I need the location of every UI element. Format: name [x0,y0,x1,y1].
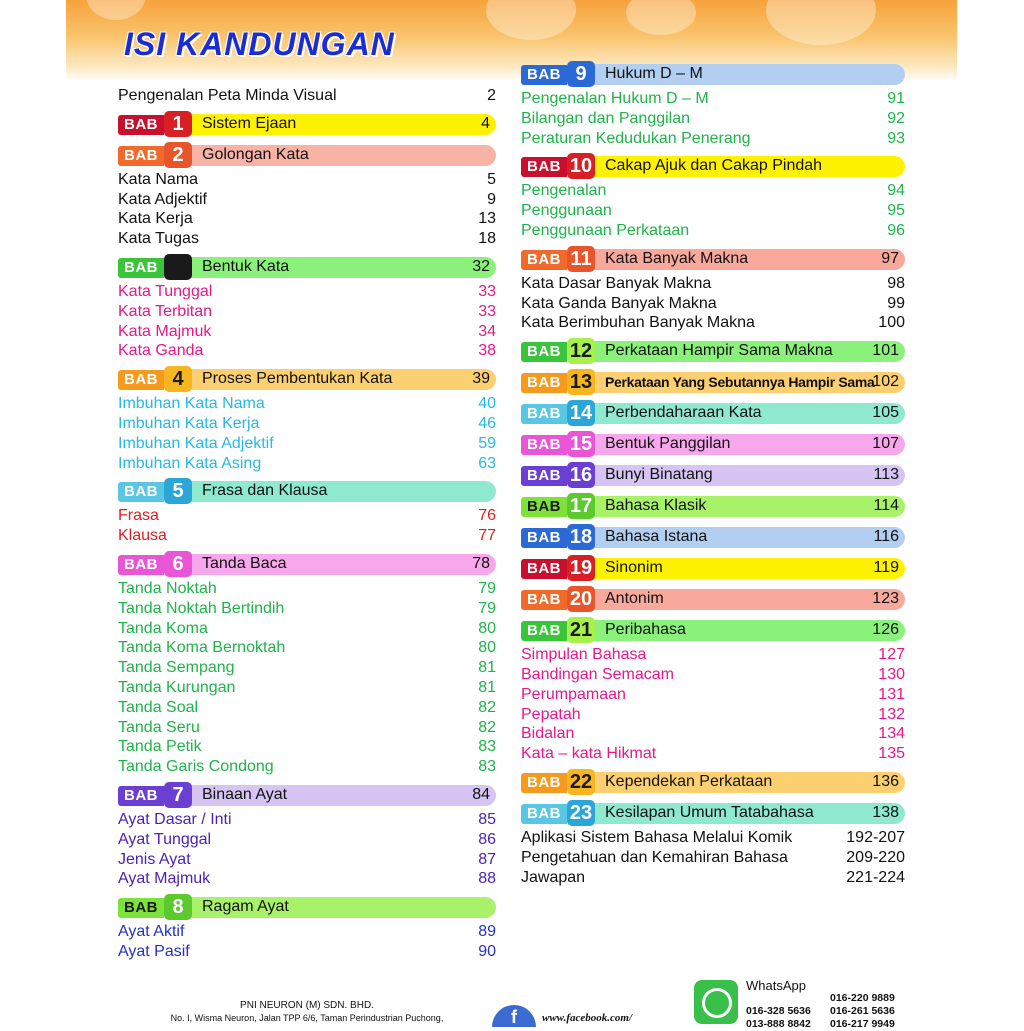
entry-title: Tanda Garis Condong [118,758,274,776]
chapter-badge [521,246,595,272]
phone-number: 016-261 5636 [830,1005,895,1017]
chapter-title: Bunyi Binatang [605,466,713,484]
toc-entry [521,89,905,109]
toc-entry [118,282,496,302]
chapter-title: Kata Banyak Makna [605,249,749,267]
chapter-header [521,61,905,87]
chapter-page: 102 [872,373,899,391]
chapter-badge [118,551,192,577]
toc-column-left [118,86,496,962]
chapter-title: Hukum D – M [605,65,703,82]
entry-title: Imbuhan Kata Adjektif [118,434,274,452]
chapter-title: Ragam Ayat [202,898,289,916]
entry-page: 100 [878,314,905,332]
chapter-title: Cakap Ajuk dan Cakap Pindah [605,157,823,175]
facebook-icon: f [492,1005,536,1027]
entry-title: Kata Ganda [118,342,204,360]
entry-page: 130 [878,665,905,683]
chapter-page: 78 [472,554,490,572]
chapter-title: Bentuk Panggilan [605,435,731,453]
toc-entry [118,434,496,454]
toc-entry [521,705,905,725]
chapter-page: 101 [872,342,899,360]
chapter-title: Antonim [605,590,664,608]
chapter-badge [118,111,192,137]
entry-title: Ayat Dasar / Inti [118,810,232,828]
toc-entry [118,757,496,777]
bab-label: BAB [521,250,567,270]
entry-page: 94 [887,182,905,200]
chapter-header [521,524,905,550]
entry-title: Kata Dasar Banyak Makna [521,274,712,292]
chapter-page: 119 [873,559,899,577]
toc-entry [521,848,905,868]
chapter-header [118,551,496,577]
entry-title: Peraturan Kedudukan Penerang [521,129,751,147]
chapter-page: 114 [873,497,899,515]
chapter-number: 15 [567,431,595,457]
entry-title: Ayat Aktif [118,923,185,941]
chapter-number: 13 [567,369,595,395]
toc-entry [521,294,905,314]
chapter-badge [521,61,595,87]
entry-page: 134 [878,725,905,743]
entry-page: 9 [487,190,496,208]
entry-page: 79 [478,599,496,617]
chapter-page: 4 [481,114,490,132]
phone-number: 016-220 9889 [830,992,895,1004]
entry-title: Jenis Ayat [118,850,191,868]
chapter-header [521,462,905,488]
chapter-badge [521,153,595,179]
chapter-page: 123 [872,590,899,608]
entry-page: 92 [887,109,905,127]
toc-entry [118,414,496,434]
chapter-header [521,369,905,395]
toc-entry [118,737,496,757]
toc-entry [118,869,496,889]
chapter-number: 2 [164,142,192,168]
entry-page: 40 [478,395,496,413]
entry-page: 95 [887,202,905,220]
entry-title: Klausa [118,527,167,545]
chapter-number: 11 [567,246,595,272]
entry-page: 90 [478,942,496,960]
chapter-page: 105 [872,404,899,422]
entry-page: 87 [478,850,496,868]
entry-page: 81 [478,678,496,696]
toc-entry [118,678,496,698]
toc-entry [118,718,496,738]
toc-entry [118,506,496,526]
entry-page: 77 [478,527,496,545]
entry-title: Pepatah [521,705,581,723]
toc-entry [118,394,496,414]
chapter-number: 16 [567,462,595,488]
chapter-title: Frasa dan Klausa [202,482,328,500]
toc-entry [118,579,496,599]
chapter-number: 21 [567,617,595,643]
entry-title: Kata Tugas [118,230,199,248]
toc-entry [521,685,905,705]
chapter-header [118,142,496,168]
chapter-badge [118,894,192,920]
chapter-badge [118,142,192,168]
chapter-number: 5 [164,478,192,504]
chapter-number: 23 [567,800,595,826]
bab-label: BAB [521,590,567,610]
chapter-badge [118,478,192,504]
chapter-number: 9 [567,61,595,87]
chapter-number: 18 [567,524,595,550]
chapter-header [118,366,496,392]
chapter-number: 7 [164,782,192,808]
bab-label: BAB [521,373,567,393]
entry-page: 59 [478,434,496,452]
entry-title: Frasa [118,507,159,525]
toc-entry [521,744,905,764]
bab-label: BAB [521,404,567,424]
toc-entry [521,665,905,685]
entry-page: 83 [478,738,496,756]
chapter-header [521,338,905,364]
chapter-number: 8 [164,894,192,920]
entry-title: Penggunaan Perkataan [521,221,690,239]
chapter-badge [521,769,595,795]
chapter-title: Peribahasa [605,621,686,639]
phone-number: 016-217 9949 [830,1018,895,1030]
chapter-header [521,617,905,643]
chapter-title: Tanda Baca [202,554,287,572]
entry-page: 81 [478,659,496,677]
entry-title: Ayat Pasif [118,942,190,960]
entry-title: Pengenalan [521,182,607,200]
bab-label: BAB [118,146,164,166]
company-name: PNI NEURON (M) SDN. BHD. [240,1000,374,1011]
entry-title: Kata – kata Hikmat [521,745,657,763]
chapter-title: Perkataan Hampir Sama Makna [605,342,833,360]
chapter-page: 136 [872,772,899,790]
chapter-title: Bentuk Kata [202,257,290,275]
entry-title: Aplikasi Sistem Bahasa Melalui Komik [521,828,793,846]
chapter-page: 97 [881,249,899,267]
chapter-header [521,555,905,581]
chapter-header [521,153,905,179]
entry-title: Imbuhan Kata Asing [118,454,262,472]
entry-title: Bilangan dan Panggilan [521,109,691,127]
toc-entry [521,313,905,333]
chapter-header [521,586,905,612]
chapter-title: Proses Pembentukan Kata [202,370,393,388]
bab-label: BAB [118,786,164,806]
entry-title: Kata Tunggal [118,282,213,300]
entry-title: Tanda Noktah Bertindih [118,599,285,617]
chapter-header [521,400,905,426]
entry-page: 131 [878,685,905,703]
entry-title: Tanda Koma Bernoktah [118,639,286,657]
chapter-number: 6 [164,551,192,577]
chapter-header [118,782,496,808]
toc-entry [521,274,905,294]
whatsapp-info [746,979,914,1031]
bab-label: BAB [521,804,567,824]
entry-page: 79 [478,579,496,597]
chapter-badge [521,369,595,395]
bab-label: BAB [118,555,164,575]
bab-label: BAB [521,65,567,85]
toc-column-right [521,56,905,887]
chapter-badge [521,400,595,426]
chapter-title: Golongan Kata [202,145,309,163]
chapter-page: 32 [472,257,490,275]
chapter-number: 1 [164,111,192,137]
chapter-badge [118,782,192,808]
chapter-title: Perkataan Yang Sebutannya Hampir Sama [605,374,875,391]
bab-label: BAB [521,466,567,486]
entry-title: Tanda Kurungan [118,678,236,696]
entry-page: 76 [478,507,496,525]
entry-page: 98 [887,274,905,292]
chapter-badge [521,462,595,488]
chapter-title: Kesilapan Umum Tatabahasa [605,803,814,821]
chapter-number: 22 [567,769,595,795]
bab-label: BAB [521,497,567,517]
entry-page: 34 [478,322,496,340]
bab-label: BAB [521,157,567,177]
entry-title: Jawapan [521,868,586,886]
bab-label: BAB [118,482,164,502]
chapter-number: 17 [567,493,595,519]
toc-entry [521,201,905,221]
chapter-header [118,254,496,280]
chapter-header [521,246,905,272]
chapter-number: 4 [164,366,192,392]
chapter-page: 113 [873,466,899,484]
chapter-title: Kependekan Perkataan [605,772,773,790]
chapter-number: 10 [567,153,595,179]
chapter-badge [118,366,192,392]
chapter-badge [521,493,595,519]
bab-label: BAB [118,370,164,390]
toc-entry [118,658,496,678]
chapter-title: Bahasa Klasik [605,497,707,515]
entry-page: 86 [478,830,496,848]
entry-title: Kata Adjektif [118,190,207,208]
bab-label: BAB [118,258,164,278]
chapter-number: 19 [567,555,595,581]
entry-page: 99 [887,294,905,312]
bab-label: BAB [521,435,567,455]
entry-title: Bandingan Semacam [521,665,674,683]
entry-title: Kata Majmuk [118,322,212,340]
entry-page: 46 [478,414,496,432]
entry-title: Pengenalan Hukum D – M [521,90,709,107]
entry-title: Kata Kerja [118,210,193,228]
bab-label: BAB [521,773,567,793]
chapter-badge [521,338,595,364]
bab-label: BAB [521,528,567,548]
chapter-header [521,493,905,519]
chapter-header [118,111,496,137]
company-address: No. I, Wisma Neuron, Jalan TPP 6/6, Taman Perindustrian Puchong, [170,1013,444,1023]
toc-entry [521,645,905,665]
toc-entry [521,181,905,201]
entry-page: 80 [478,619,496,637]
entry-title: Penggunaan [521,202,612,220]
chapter-badge [521,524,595,550]
entry-page: 33 [478,302,496,320]
chapter-badge [521,555,595,581]
whatsapp-icon [694,980,738,1024]
entry-title: Kata Berimbuhan Banyak Makna [521,314,755,332]
entry-title: Kata Ganda Banyak Makna [521,294,717,312]
toc-entry [118,638,496,658]
entry-title: Kata Terbitan [118,302,212,320]
entry-title: Imbuhan Kata Kerja [118,414,260,432]
entry-title: Tanda Noktah [118,579,217,597]
toc-entry [521,868,905,888]
entry-title: Imbuhan Kata Nama [118,395,265,413]
toc-entry [118,619,496,639]
entry-page: 93 [887,129,905,147]
toc-entry [118,322,496,342]
entry-page: 132 [878,705,905,723]
bab-label: BAB [118,115,164,135]
entry-page: 63 [478,454,496,472]
chapter-page: 126 [872,621,899,639]
chapter-page: 116 [873,528,899,546]
toc-entry [521,129,905,149]
entry-page: 5 [487,170,496,188]
entry-page: 80 [478,639,496,657]
toc-entry [521,109,905,129]
bab-label: BAB [521,621,567,641]
toc-entry [118,209,496,229]
entry-page: 85 [478,810,496,828]
entry-title: Ayat Tunggal [118,830,212,848]
chapter-badge [521,431,595,457]
toc-entry [521,221,905,241]
toc-entry [118,170,496,190]
entry-page: 209-220 [846,848,905,866]
chapter-header [521,769,905,795]
entry-title: Kata Nama [118,170,199,188]
toc-entry [118,922,496,942]
entry-title: Tanda Soal [118,698,199,716]
toc-entry [118,190,496,210]
entry-page: 38 [478,342,496,360]
chapter-number: 20 [567,586,595,612]
bab-label: BAB [118,898,164,918]
chapter-title: Sinonim [605,559,663,577]
chapter-badge [521,617,595,643]
toc-entry [118,341,496,361]
chapter-badge [118,254,192,280]
toc-page [66,0,957,1030]
chapter-title: Binaan Ayat [202,785,288,803]
chapter-number: 3 [164,254,192,280]
chapter-title: Perbendaharaan Kata [605,404,762,422]
entry-page: 135 [878,745,905,763]
chapter-title: Sistem Ejaan [202,114,297,132]
entry-title: Bidalan [521,725,575,743]
chapter-number: 14 [567,400,595,426]
entry-page: 82 [478,718,496,736]
chapter-badge [521,800,595,826]
toc-entry [118,454,496,474]
entry-page: 2 [487,87,496,104]
phone-number: 016-328 5636 [746,1005,811,1017]
chapter-badge [521,586,595,612]
toc-entry [521,724,905,744]
entry-title: Tanda Petik [118,738,202,756]
entry-page: 91 [887,90,905,107]
entry-page: 82 [478,698,496,716]
entry-page: 18 [478,230,496,248]
toc-entry [118,526,496,546]
entry-page: 89 [478,923,496,941]
chapter-number: 12 [567,338,595,364]
toc-entry [118,850,496,870]
entry-title: Tanda Seru [118,718,200,736]
chapter-header [521,800,905,826]
toc-entry [118,830,496,850]
chapter-title: Bahasa Istana [605,528,708,546]
toc-entry [118,698,496,718]
entry-title: Perumpamaan [521,685,626,703]
toc-entry [118,86,496,106]
toc-entry [118,302,496,322]
page-title: ISI KANDUNGAN [124,26,395,62]
toc-entry [118,810,496,830]
facebook-url: www.facebook.com/ [542,1012,633,1024]
entry-title: Tanda Koma [118,619,208,637]
entry-title: Ayat Majmuk [118,870,211,888]
entry-page: 88 [478,870,496,888]
toc-entry [118,229,496,249]
chapter-header [118,894,496,920]
bab-label: BAB [521,342,567,362]
toc-entry [118,599,496,619]
toc-entry [521,828,905,848]
entry-page: 33 [478,282,496,300]
entry-title: Pengetahuan dan Kemahiran Bahasa [521,848,788,866]
entry-page: 83 [478,758,496,776]
bab-label: BAB [521,559,567,579]
entry-page: 192-207 [846,828,905,846]
entry-page: 13 [478,210,496,228]
entry-title: Pengenalan Peta Minda Visual [118,87,337,104]
chapter-header [521,431,905,457]
whatsapp-label: WhatsApp [746,978,806,993]
entry-title: Tanda Sempang [118,659,235,677]
phone-number: 013-888 8842 [746,1018,811,1030]
entry-page: 127 [878,646,905,664]
chapter-header [118,478,496,504]
chapter-page: 84 [472,785,490,803]
entry-page: 221-224 [846,868,905,886]
entry-page: 96 [887,221,905,239]
chapter-page: 39 [472,370,490,388]
toc-entry [118,942,496,962]
chapter-page: 107 [872,435,899,453]
publisher-info [118,1000,496,1023]
entry-title: Simpulan Bahasa [521,646,647,664]
chapter-page: 138 [872,803,899,821]
